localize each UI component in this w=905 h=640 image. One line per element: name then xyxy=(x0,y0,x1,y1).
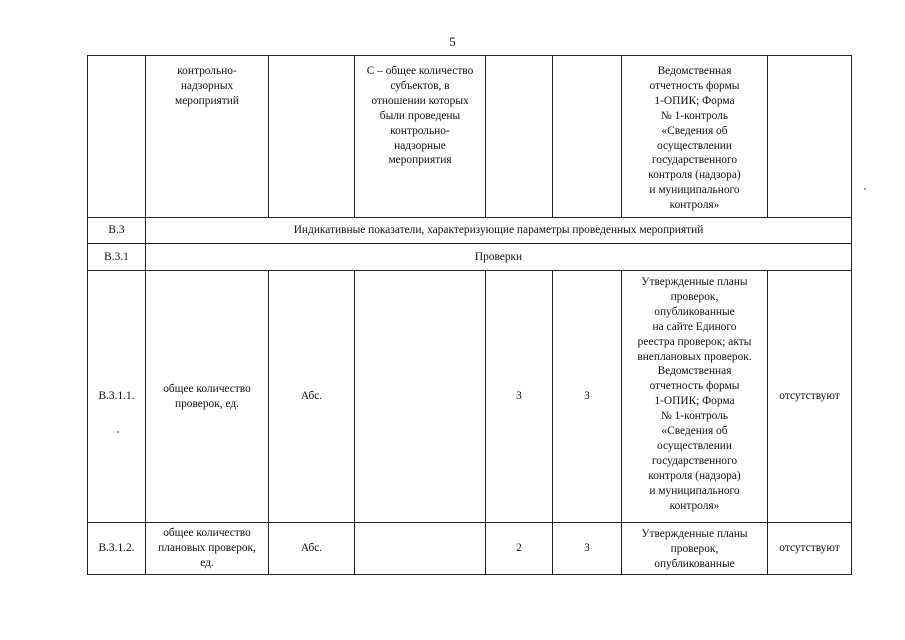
cell-indicator-name: общее количество проверок, ед. xyxy=(146,271,269,523)
cell-formula xyxy=(355,523,486,575)
scan-speck xyxy=(117,431,119,433)
cell-value-empty xyxy=(553,56,622,218)
cell-value: 2 xyxy=(486,523,553,575)
cell-source: Утвержденные планы проверок, опубликованные xyxy=(622,523,768,575)
subsection-heading: Проверки xyxy=(146,244,852,271)
cell-code: В.3.1.2. xyxy=(88,523,146,575)
table-row-continuation xyxy=(88,56,852,218)
cell-note: отсутствуют xyxy=(768,523,852,575)
cell-note: отсутствуют xyxy=(768,271,852,523)
cell-unit-empty xyxy=(269,56,355,218)
cell-value-empty xyxy=(486,56,553,218)
section-heading: Индикативные показатели, характеризующие параметры проведенных мероприятий xyxy=(146,218,852,244)
cell-value: 3 xyxy=(486,271,553,523)
cell-value: 3 xyxy=(553,271,622,523)
cell-value: 3 xyxy=(553,523,622,575)
indicators-table xyxy=(87,55,852,575)
table-row-b31 xyxy=(88,244,852,271)
cell-note-empty xyxy=(768,56,852,218)
cell-code-empty xyxy=(88,56,146,218)
cell-source: Утвержденные планы проверок, опубликованные на сайте Единого реестра проверок; акты внеплановых проверок. Ведомственная отчетность формы 1-ОПИК; Форма № 1-контроль «Сведения об осуществлении государственного контроля (надзора) и муниципального контроля» xyxy=(622,271,768,523)
cell-indicator-name: общее количество плановых проверок, ед. xyxy=(146,523,269,575)
table-row-b3 xyxy=(88,218,852,244)
page-number: 5 xyxy=(449,34,456,49)
cell-formula xyxy=(355,271,486,523)
cell-indicator-name: контрольно- надзорных мероприятий xyxy=(146,56,269,218)
cell-code: В.3.1 xyxy=(88,244,146,271)
cell-unit: Абс. xyxy=(269,271,355,523)
table-row-b312 xyxy=(88,523,852,575)
cell-source: Ведомственная отчетность формы 1-ОПИК; Форма № 1-контроль «Сведения об осуществлении государственного контроля (надзора) и муниципального контроля» xyxy=(622,56,768,218)
table-row-b311 xyxy=(88,271,852,523)
scan-speck xyxy=(864,188,866,190)
cell-code: В.3 xyxy=(88,218,146,244)
cell-code: В.3.1.1. xyxy=(88,271,146,523)
cell-formula: С – общее количество субъектов, в отношении которых были проведены контрольно- надзорные мероприятия xyxy=(355,56,486,218)
cell-unit: Абс. xyxy=(269,523,355,575)
